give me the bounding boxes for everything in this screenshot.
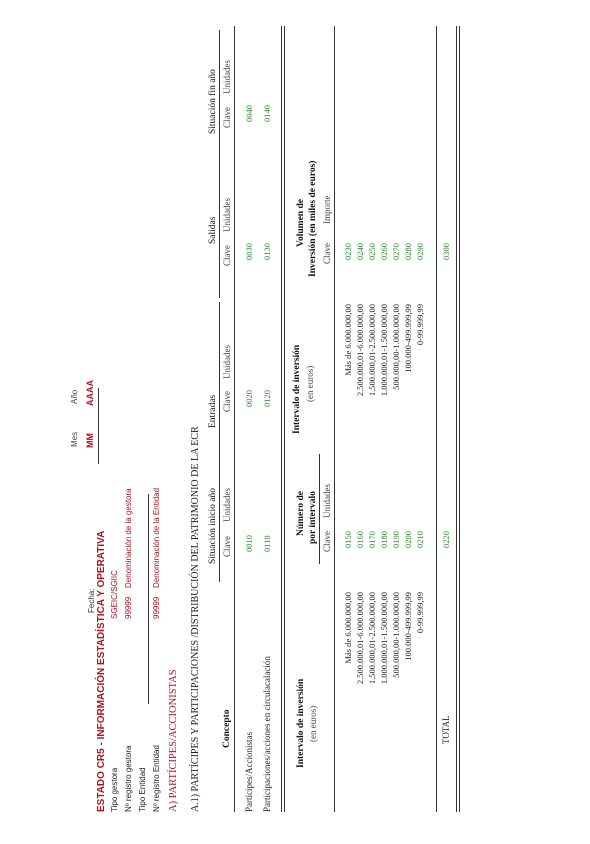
group-salidas-header: Salidas (208, 216, 218, 244)
t2-vol-header-line2: Inversión (en miles de euros) (308, 160, 318, 277)
mes-value: MM (85, 433, 95, 448)
t2-row-interval: 100.000-499.999,99 (403, 592, 413, 661)
t2-row-interval: 500.000,00-1.000.000,00 (391, 592, 401, 678)
mes-label: Mes (70, 431, 79, 447)
t2-row-code: 0170 (367, 531, 377, 548)
unidades-header-entradas: Unidades (222, 345, 232, 379)
unidades-header-fin: Unidades (222, 60, 232, 94)
group-fin-underline (219, 30, 220, 158)
date-underline (98, 388, 99, 464)
group-fin-header: Situación fin año (208, 69, 218, 134)
group-salidas-underline (219, 154, 220, 298)
t2-header-rule (334, 26, 335, 812)
table1-row1-code-fin: 0040 (244, 105, 254, 122)
section-a-title: A) PARTÍCIPES/ACCIONISTAS (168, 669, 179, 812)
group-entradas-header: Entradas (208, 394, 218, 428)
field-tipo-entidad-label: Tipo Entidad (138, 767, 147, 812)
field-registro-entidad-value: Denominación de la Entidad (152, 487, 161, 588)
group-inicio-underline (219, 444, 220, 582)
t2-row-code2: 0270 (391, 243, 401, 260)
t2-row-code2: 0230 (343, 243, 353, 260)
t2-row-interval: 1.500.000,01-2.500.000,00 (367, 592, 377, 685)
clave-header-inicio: Clave (222, 536, 232, 557)
table1-row1-label: Partícipes/Accionistas (244, 732, 254, 812)
t2-row-code: 0200 (403, 531, 413, 548)
t2-row-code2: 0280 (403, 243, 413, 260)
table1-row1-code-entradas: 0020 (244, 390, 254, 407)
unidades-header-inicio: Unidades (222, 488, 232, 522)
t2-total-code2: 0300 (441, 243, 451, 260)
t2-row-code2: 0260 (379, 243, 389, 260)
anio-label: Año (70, 389, 79, 404)
field-registro-gestora-code: 99999 (124, 596, 133, 619)
t2-row-interval: Más de 6.000.000,00 (343, 592, 353, 664)
t2-row-code: 0210 (415, 531, 425, 548)
t2-clave-header: Clave (322, 531, 332, 552)
t2-total-code: 0220 (441, 531, 451, 548)
t2-row-interval2: Más de 6.000.000,00 (343, 304, 353, 376)
t2-left-header-line1: Intervalo de inversión (296, 678, 306, 768)
t2-num-header-line1: Número de (296, 491, 306, 536)
field-registro-gestora-label: Nº registro gestora (124, 745, 133, 812)
t2-left-header-line2: (en euros) (308, 705, 318, 742)
clave-header-salidas: Clave (222, 245, 232, 266)
t2-num-header-underline (319, 454, 320, 564)
t2-row-interval2: 1.500.000,01-2.500.000,00 (367, 304, 377, 397)
table1-row2-code-entradas: 0120 (262, 390, 272, 407)
t2-vol-header-line1: Volumen de (296, 199, 306, 247)
t2-row-code: 0180 (379, 531, 389, 548)
entidad-underline (148, 494, 149, 704)
table1-row2-code-inicio: 0110 (262, 535, 272, 552)
anio-value: AAAA (85, 380, 95, 406)
table1-row2-label: Participaciones/acciones en circulacalación (262, 656, 272, 812)
clave-header-fin: Clave (222, 107, 232, 128)
table1-bottom-rule (281, 26, 285, 812)
form-title: ESTADO CR5 - INFORMACIÓN ESTADÍSTICA Y OPERATIVA (96, 530, 107, 812)
t2-row-code: 0190 (391, 531, 401, 548)
t2-bottom-rule (456, 26, 460, 812)
t2-importe-header: Importe (322, 195, 332, 224)
t2-row-code: 0150 (343, 531, 353, 548)
t2-row-code: 0160 (355, 531, 365, 548)
field-registro-entidad-code: 99999 (152, 596, 161, 619)
t2-row-code2: 0250 (367, 243, 377, 260)
t2-row-interval2: 500.000,00-1.000.000,00 (391, 304, 401, 390)
field-registro-entidad-label: Nº registro Entidad (152, 745, 161, 812)
unidades-header-salidas: Unidades (222, 198, 232, 232)
t2-row-interval: 2.500.000,01-6.000.000,00 (355, 592, 365, 685)
t2-total-label: TOTAL (441, 715, 451, 744)
clave-header-entradas: Clave (222, 391, 232, 412)
t2-row-code2: 0240 (355, 243, 365, 260)
table1-row2-code-salidas: 0130 (262, 243, 272, 260)
field-tipo-gestora-label: Tipo gestora (110, 767, 119, 812)
table1-header-rule (234, 26, 235, 812)
t2-row-interval2: 2.500.000,01-6.000.000,00 (355, 304, 365, 397)
table1-row2-code-fin: 0140 (262, 105, 272, 122)
t2-row-interval: 1.000.000,01-1.500.000,00 (379, 592, 389, 685)
fecha-label: Fecha: (87, 588, 96, 613)
field-registro-gestora-value: Denominación de la gestora (124, 488, 133, 588)
t2-mid-header-line2: (en euros) (305, 365, 315, 402)
t2-row-interval2: 1.000.000,01-1.500.000,00 (379, 304, 389, 397)
t2-mid-header-line1: Intervalo de inversión (292, 344, 302, 434)
t2-num-header-line2: por intervalo (308, 491, 318, 544)
t2-row-interval2: 0-99.999,99 (415, 304, 425, 346)
t2-total-top-rule (436, 26, 437, 812)
t2-clave-header-2: Clave (322, 243, 332, 264)
t2-unidades-header: Unidades (322, 484, 332, 518)
group-entradas-underline (219, 302, 220, 448)
section-a1-subtitle: A.1) PARTÍCIPES Y PARTICIPACIONES /DISTRIBUCIÓN DEL PATRIMONIO DE LA ECR (190, 426, 201, 812)
t2-row-interval: 0-99.999,99 (415, 592, 425, 634)
concept-header: Concepto (222, 709, 232, 748)
t2-row-interval2: 100.000-499.999,99 (403, 304, 413, 373)
field-tipo-gestora-value: SGEIC/SGIIC (110, 570, 119, 619)
group-inicio-header: Situación inicio año (208, 488, 218, 564)
table1-row1-code-salidas: 0030 (244, 243, 254, 260)
table1-row1-code-inicio: 0010 (244, 535, 254, 552)
t2-row-code2: 0290 (415, 243, 425, 260)
